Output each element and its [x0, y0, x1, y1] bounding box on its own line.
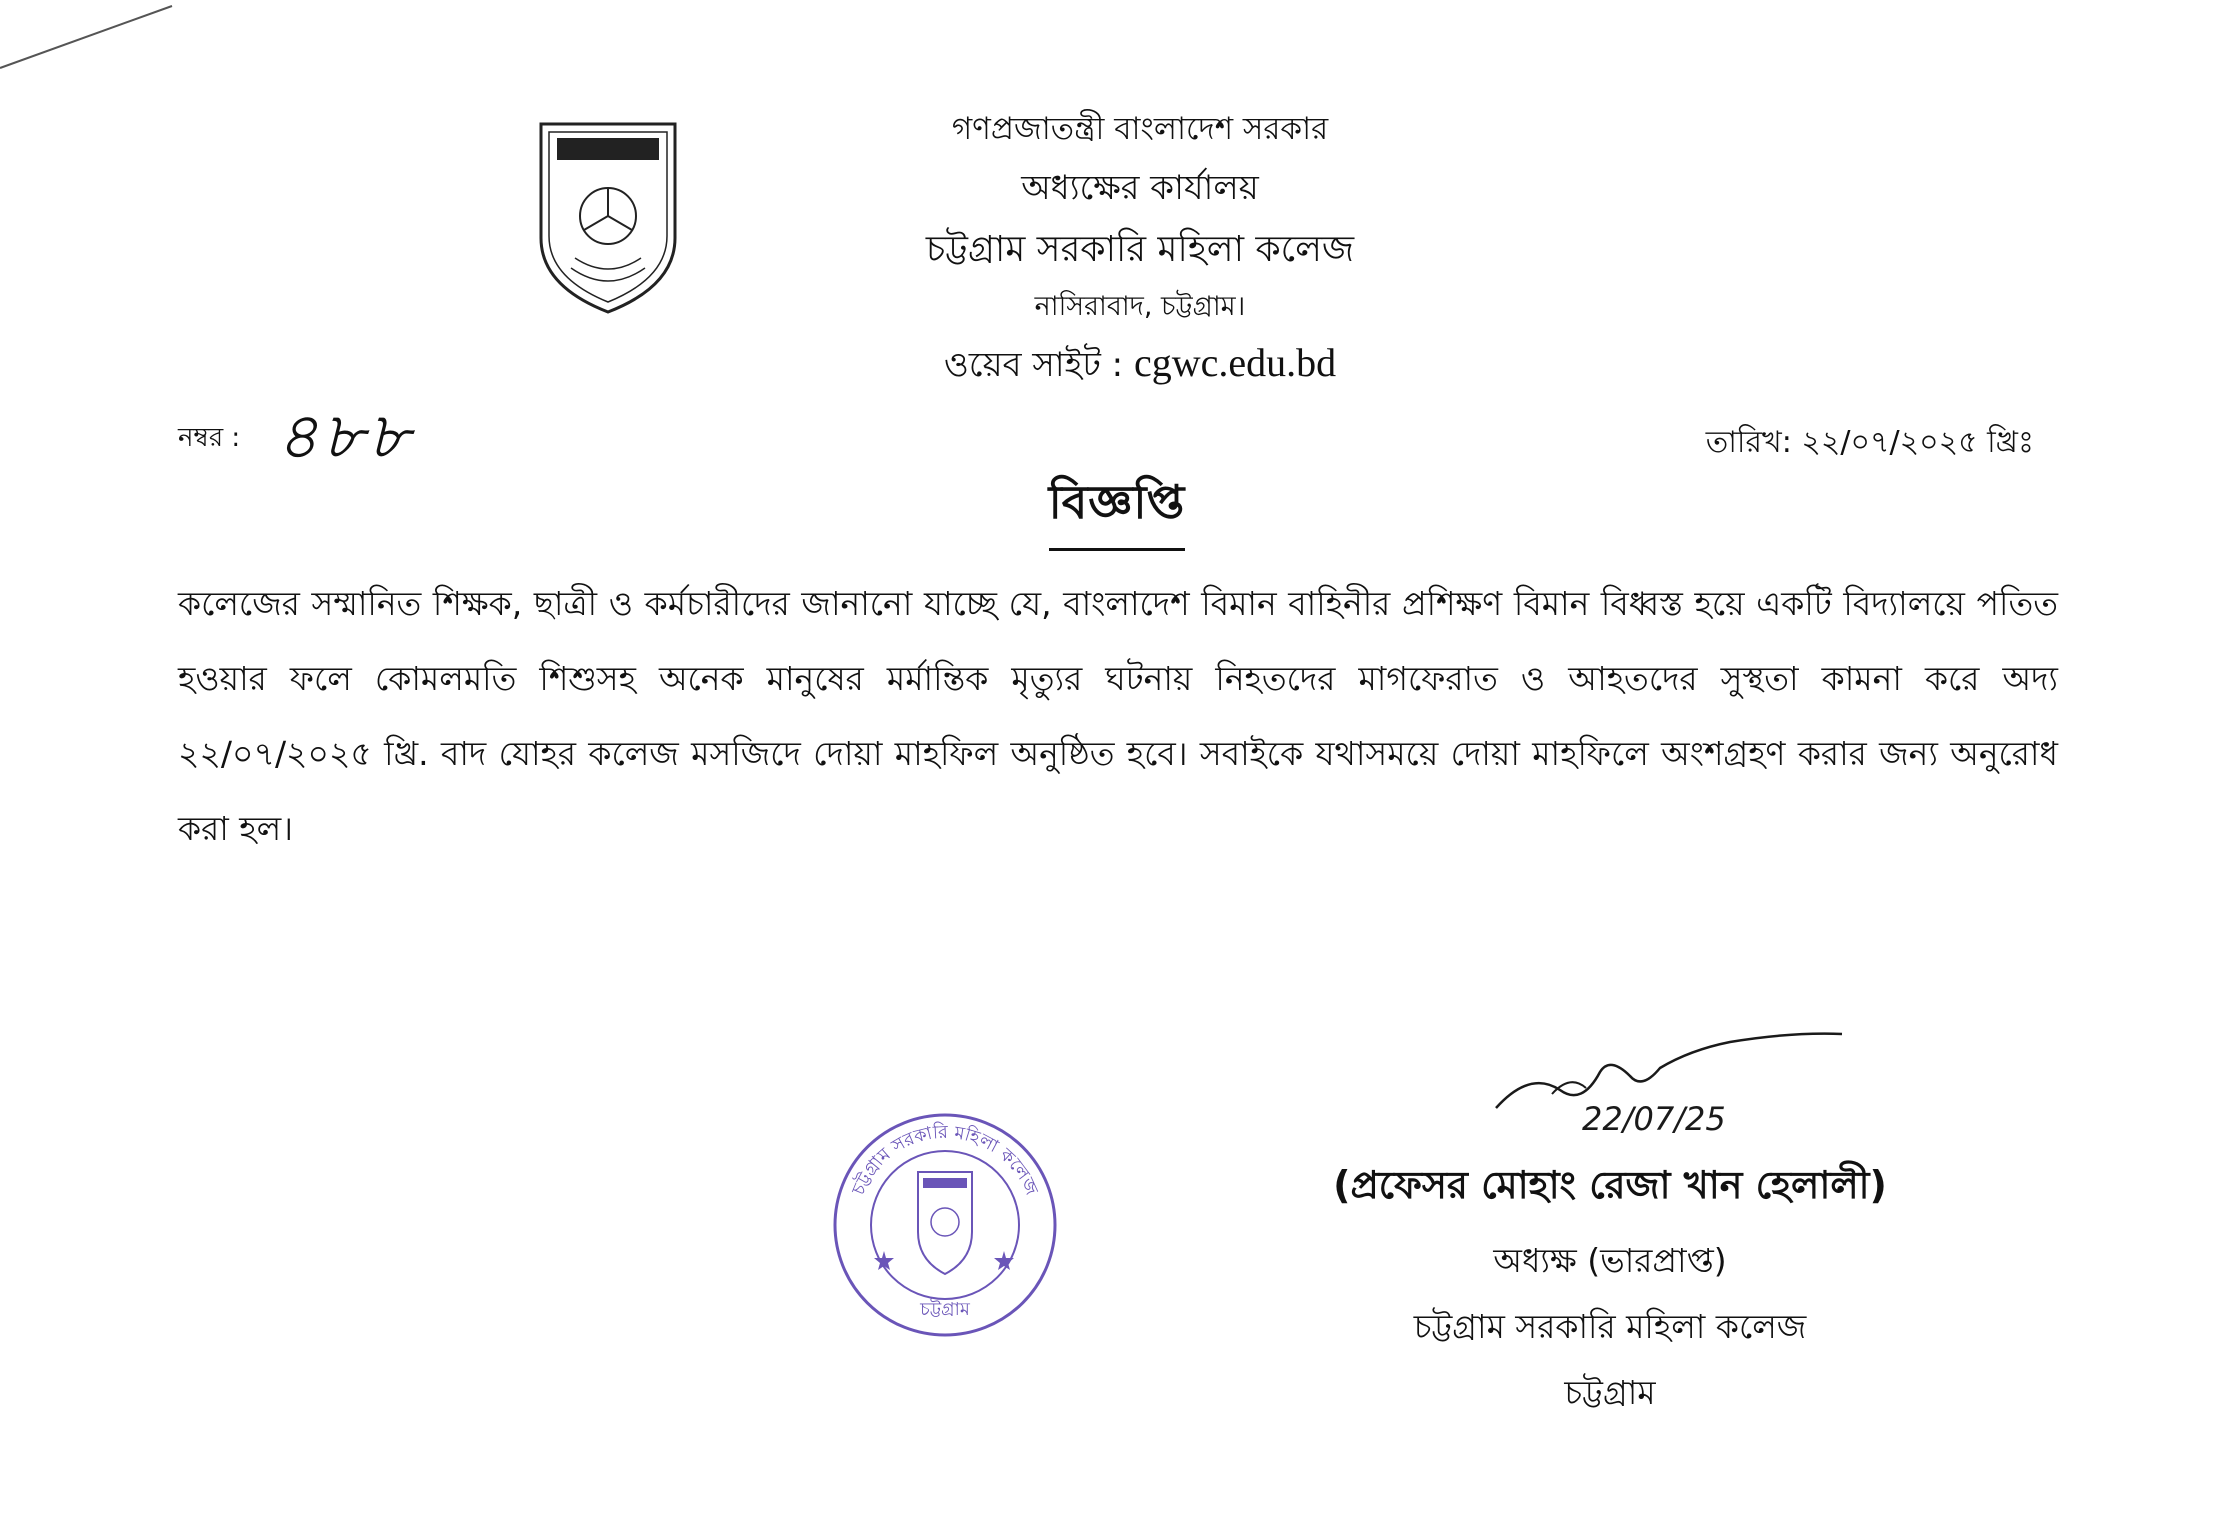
- memo-number-handwritten: ৪৮৮: [276, 400, 414, 474]
- college-logo: [535, 118, 681, 318]
- signatory-block: [1270, 1152, 1950, 1426]
- office-name: অধ্যক্ষের কার্যালয়: [1021, 168, 1259, 208]
- website-label: ওয়েব সাইট :: [943, 345, 1124, 385]
- college-name: চট্টগ্রাম সরকারি মহিলা কলেজ: [925, 229, 1355, 270]
- notice-title-text: বিজ্ঞপ্তি: [1049, 468, 1186, 551]
- stamp-bottom-text: চট্টগ্রাম: [920, 1299, 970, 1320]
- signatory-name: (প্রফেসর মোহাং রেজা খান হেলালী): [1333, 1163, 1887, 1207]
- official-stamp: [830, 1110, 1060, 1340]
- website-line: [820, 332, 1460, 396]
- website-url: cgwc.edu.bd: [1133, 340, 1337, 385]
- handwritten-signature: [1490, 1030, 1850, 1145]
- notice-date: তারিখ: ২২/০৭/২০২৫ খ্রিঃ: [1705, 425, 2034, 460]
- scan-artifact-line: [0, 0, 180, 80]
- college-address: নাসিরাবাদ, চট্টগ্রাম।: [1034, 291, 1246, 322]
- letterhead: [820, 100, 1460, 396]
- notice-body: কলেজের সম্মানিত শিক্ষক, ছাত্রী ও কর্মচারীদের জানানো যাচ্ছে যে, বাংলাদেশ বিমান বাহিনীর প্রশিক্ষণ বিমান বিধ্বস্ত হয়ে একটি বিদ্যালয়ে পতিত হওয়ার ফলে কোমলমতি শিশুসহ অনেক মানুষের মর্মান্তিক মৃত্যুর ঘটনায় নিহতদের মাগফেরাত ও আহতদের সুস্থতা কামনা করে অদ্য ২২/০৭/২০২৫ খ্রি. বাদ যোহর কলেজ মসজিদে দোয়া মাহফিল অনুষ্ঠিত হবে। সবাইকে যথাসময়ে দোয়া মাহফিলে অংশগ্রহণ করার জন্য অনুরোধ করা হল।: [178, 584, 2058, 848]
- signatory-designation: অধ্যক্ষ (ভারপ্রাপ্ত): [1493, 1241, 1727, 1280]
- government-name: গণপ্রজাতন্ত্রী বাংলাদেশ সরকার: [951, 111, 1329, 147]
- stamp-ring-text: চট্টগ্রাম সরকারি মহিলা কলেজ: [847, 1121, 1043, 1199]
- notice-title: [0, 468, 2234, 551]
- memo-label: নম্বর :: [178, 423, 241, 453]
- signatory-institution: চট্টগ্রাম সরকারি মহিলা কলেজ: [1413, 1307, 1807, 1346]
- signatory-city: চট্টগ্রাম: [1564, 1373, 1656, 1412]
- signature-date: 22/07/25: [1582, 1100, 1726, 1138]
